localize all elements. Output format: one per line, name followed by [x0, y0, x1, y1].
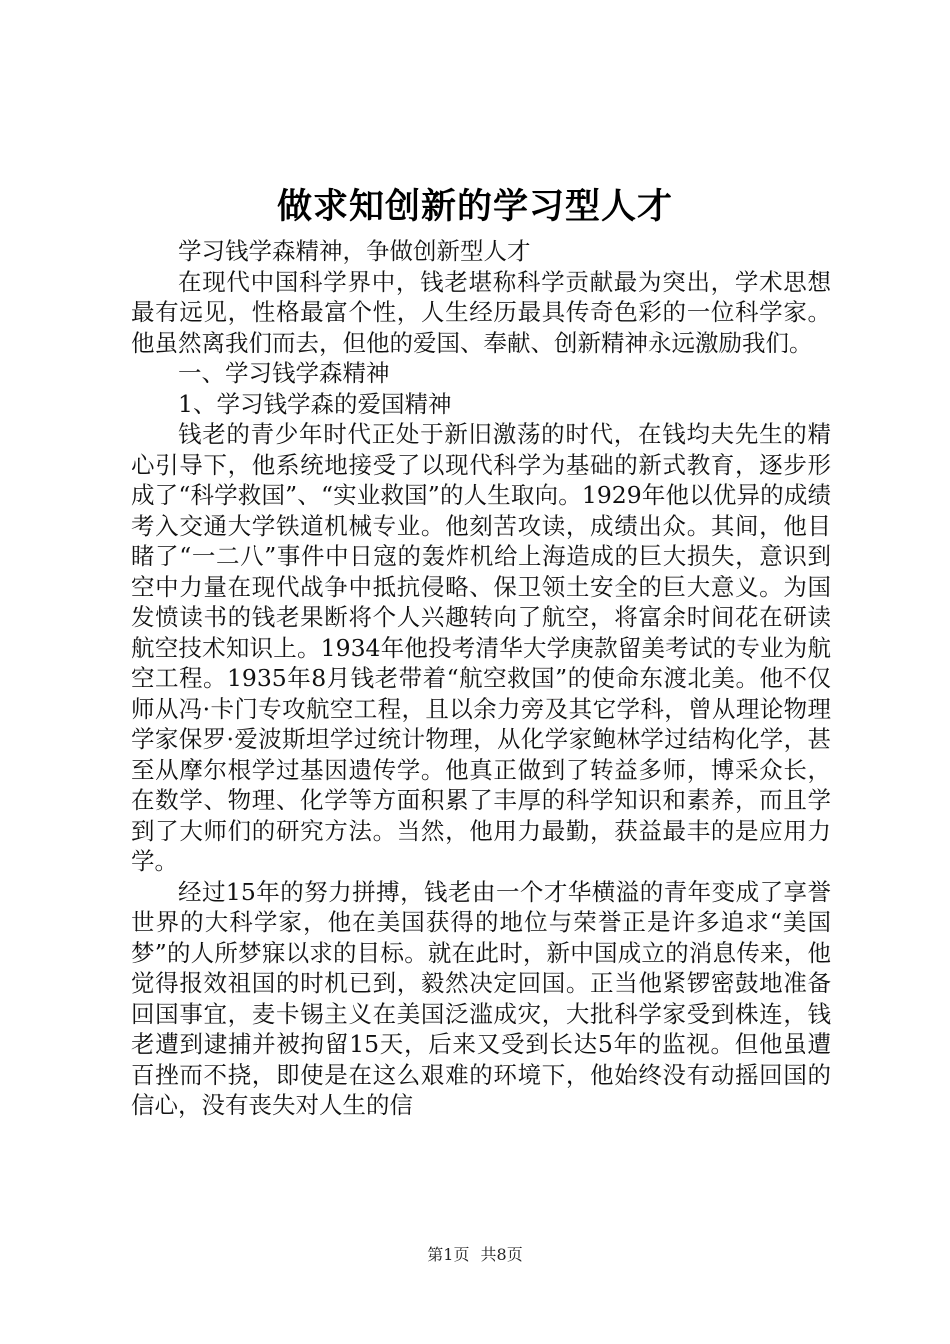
document-title: 做求知创新的学习型人才 — [276, 186, 673, 227]
intro-paragraph: 在现代中国科学界中，钱老堪称科学贡献最为突出，学术思想最有远见，性格最富个性，人生经历最具传奇色彩的一位科学家。他虽然离我们而去，但他的爱国、奉献、创新精神永远激励我们。 — [131, 267, 831, 357]
document-body — [131, 236, 831, 1121]
page-total: 共8页 — [480, 1245, 523, 1264]
section-heading: 一、学习钱学森精神 — [178, 359, 390, 387]
page-footer — [0, 1245, 950, 1265]
subsection-heading: 1、学习钱学森的爱国精神 — [178, 389, 452, 418]
body-paragraph: 钱老的青少年时代正处于新旧激荡的时代，在钱均夫先生的精心引导下，他系统地接受了以现代科学为基础的新式教育，逐步形成了“科学救国”、“实业救国”的人生取向。1929年他以优异的成绩考入交通大学铁道机械专业。他刻苦攻读，成绩出众。其间，他目睹了“一二八”事件中日寇的轰炸机给上海造成的巨大损失，意识到空中力量在现代战争中抵抗侵略、保卫领土安全的巨大意义。为国发愤读书的钱老果断将个人兴趣转向了航空，将富余时间花在研读航空技术知识上。1934年他投考清华大学庚款留美考试的专业为航空工程。1935年8月钱老带着“航空救国”的使命东渡北美。他不仅师从冯·卡门专攻航空工程，且以余力旁及其它学科，曾从理论物理学家保罗·爱波斯坦学过统计物理，从化学家鲍林学过结构化学，甚至从摩尔根学过基因遗传学。他真正做到了转益多师，博采众长，在数学、物理、化学等方面积累了丰厚的科学知识和素养，而且学到了大师们的研究方法。当然，他用力最勤，获益最丰的是应用力学。 — [131, 420, 831, 875]
subtitle-paragraph: 学习钱学森精神，争做创新型人才 — [178, 237, 531, 265]
body-paragraph: 经过15年的努力拼搏，钱老由一个才华横溢的青年变成了享誉世界的大科学家，他在美国获得的地位与荣誉正是许多追求“美国梦”的人所梦寐以求的目标。就在此时，新中国成立的消息传来，他觉得报效祖国的时机已到，毅然决定回国。正当他紧锣密鼓地准备回国事宜，麦卡锡主义在美国泛滥成灾，大批科学家受到株连，钱老遭到逮捕并被拘留15天，后来又受到长达5年的监视。但他虽遭百挫而不挠，即使是在这么艰难的环境下，他始终没有动摇回国的信心，没有丧失对人生的信 — [131, 877, 831, 1119]
page-number: 第1页 — [427, 1245, 470, 1264]
